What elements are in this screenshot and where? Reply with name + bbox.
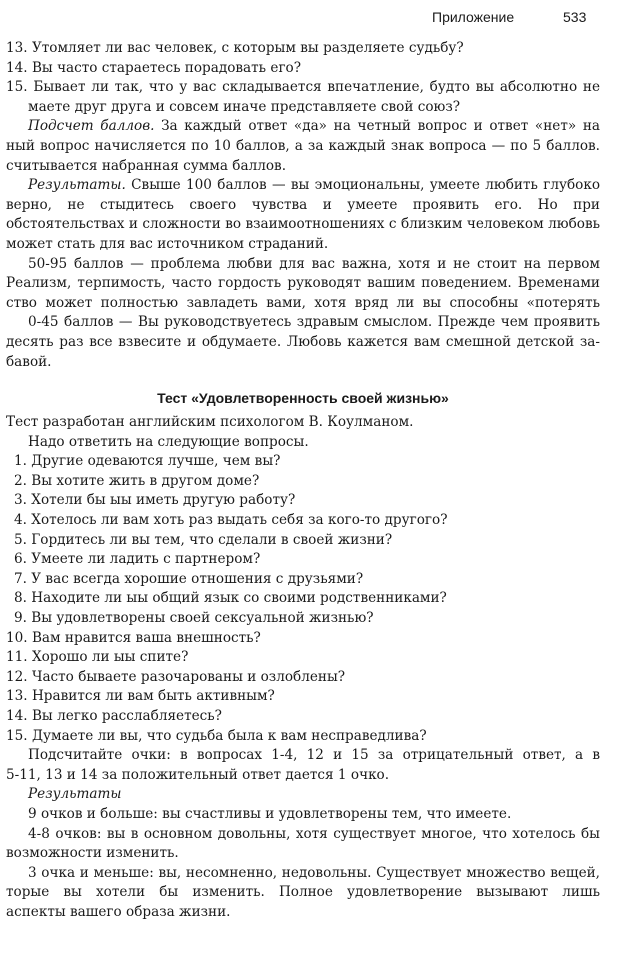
question-line: 15. Бывает ли так, что у вас складывается впечатление, будто вы абсолютно не <box>6 79 600 96</box>
list-item: 4. Хотелось ли вам хоть раз выдать себя за кого-то другого? <box>14 512 448 529</box>
result-line: торые вы хотели бы изменить. Полное удовлетворение вызывают лишь <box>6 884 600 901</box>
test-instruction: Надо ответить на следующие вопросы. <box>28 433 309 450</box>
list-item: 2. Вы хотите жить в другом доме? <box>14 472 260 489</box>
list-item: 12. Часто бываете разочарованы и озлоблены? <box>6 668 346 685</box>
result-line: 3 очка и меньше: вы, несомненно, недовольны. Существует множество вещей, <box>28 864 600 881</box>
list-item: 15. Думаете ли вы, что судьба была к вам несправедлива? <box>6 727 427 744</box>
question-line: 14. Вы часто стараетесь порадовать его? <box>6 59 302 76</box>
test-author: Тест разработан английским психологом В. Коулманом. <box>6 414 414 431</box>
list-item: 6. Умеете ли ладить с партнером? <box>14 551 261 568</box>
scoring-label: Подсчет баллов. <box>28 118 155 135</box>
scoring-paragraph <box>6 117 600 137</box>
results-heading: Результаты <box>28 786 122 803</box>
result-line: аспекты вашего образа жизни. <box>6 903 231 920</box>
range-line: ство может полностью завладеть вами, хотя вряд ли вы способны «потерять <box>6 294 600 311</box>
range-line: десять раз все взвесите и обдумаете. Любовь кажется вам смешной детской за- <box>6 333 600 350</box>
result-line: возможности изменить. <box>6 845 179 862</box>
count-line: Подсчитайте очки: в вопросах 1-4, 12 и 15 за отрицательный ответ, а в <box>28 747 600 764</box>
range-line: 0-45 баллов — Вы руководствуетесь здравым смыслом. Прежде чем проявить <box>28 314 600 331</box>
page-body <box>6 39 600 923</box>
results-label: Результаты. <box>28 177 126 194</box>
list-item: 3. Хотели бы ыы иметь другую работу? <box>14 492 296 509</box>
results-line: обстоятельствах и сложности во взаимоотношениях с близким человеком любовь <box>6 216 600 233</box>
list-item: 9. Вы удовлетворены своей сексуальной жизнью? <box>14 610 374 627</box>
question-line: 13. Утомляет ли вас человек, с которым вы разделяете судьбу? <box>6 40 464 56</box>
result-line: 9 очков и больше: вы счастливы и удовлетворены тем, что имеете. <box>28 805 512 822</box>
scoring-text: За каждый ответ «да» на четный вопрос и ответ «нет» на <box>161 118 600 135</box>
section-title: Приложение <box>432 9 515 25</box>
list-item: 1. Другие одеваются лучше, чем вы? <box>14 453 281 470</box>
scoring-line: ный вопрос начисляется по 10 баллов, а за каждый знак вопроса — по 5 баллов. <box>6 137 600 154</box>
list-item: 14. Вы легко расслабляетесь? <box>6 708 222 724</box>
question-line: маете друг друга и совсем иначе представляете свой союз? <box>28 98 461 115</box>
list-item: 13. Нравится ли вам быть активным? <box>6 688 275 705</box>
running-header <box>0 9 620 29</box>
list-item: 5. Гордитесь ли вы тем, что сделали в своей жизни? <box>14 531 393 548</box>
results-paragraph <box>6 176 600 196</box>
range-line: бавой. <box>6 353 52 370</box>
scoring-line: считывается набранная сумма баллов. <box>6 157 287 174</box>
list-item: 11. Хорошо ли ыы спите? <box>6 649 189 666</box>
list-item: 10. Вам нравится ваша внешность? <box>6 629 261 646</box>
results-line: может стать для вас источником страданий. <box>6 235 329 252</box>
results-text: Свыше 100 баллов — вы эмоциональны, умеете любить глубоко <box>131 177 600 194</box>
result-line: 4-8 очков: вы в основном довольны, хотя существует многое, что хотелось бы <box>28 825 600 842</box>
results-line: верно, не стыдитесь своего чувства и умеете проявить его. Но при <box>6 196 600 213</box>
list-item: 8. Находите ли ыы общий язык со своими родственниками? <box>14 590 447 607</box>
range-line: Реализм, терпимость, часто гордость руководят вашим поведением. Временами <box>6 275 600 292</box>
count-line: 5-11, 13 и 14 за положительный ответ дается 1 очко. <box>6 766 390 783</box>
page-number: 533 <box>563 9 587 25</box>
list-item: 7. У вас всегда хорошие отношения с друзьями? <box>14 570 364 587</box>
range-line: 50-95 баллов — проблема любви для вас важна, хотя и не стоит на первом <box>28 255 600 272</box>
test-title: Тест «Удовлетворенность своей жизнью» <box>157 390 449 407</box>
